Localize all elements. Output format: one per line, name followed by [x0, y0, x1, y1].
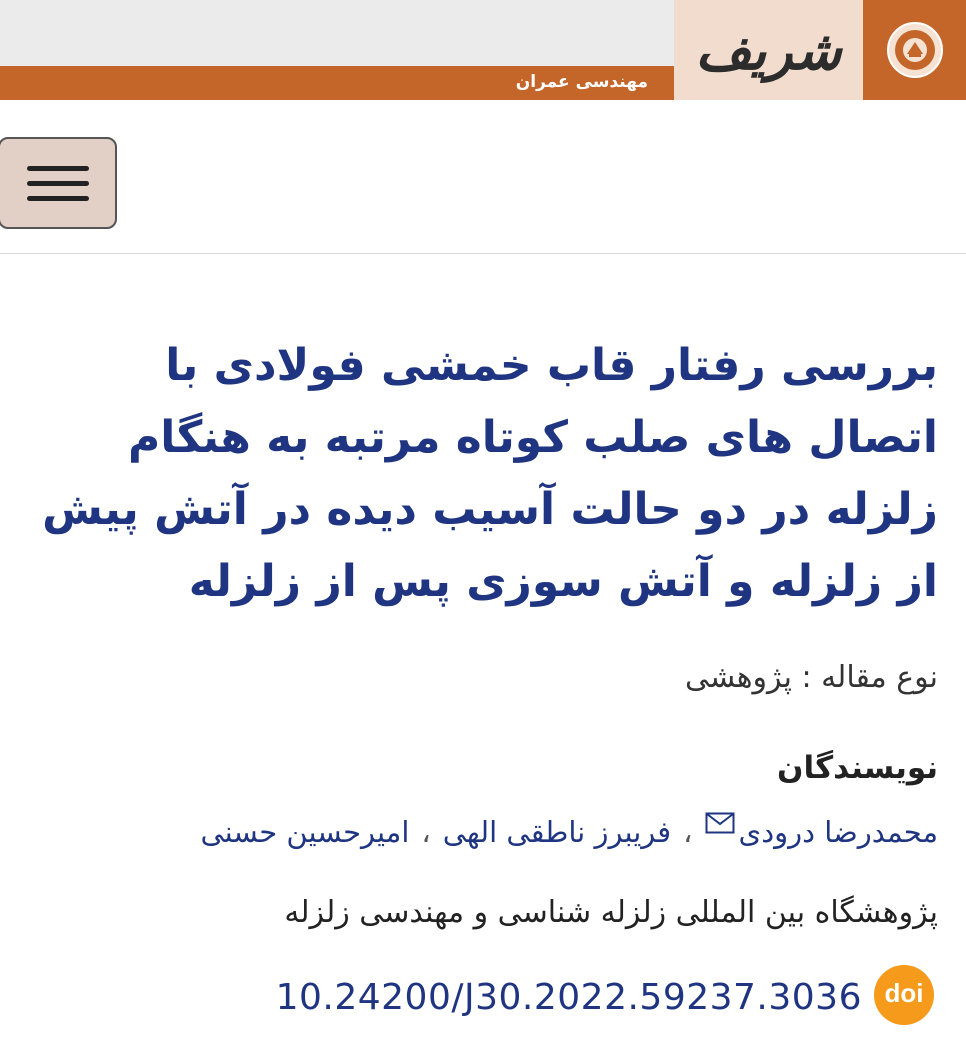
logo-text: شریف	[695, 18, 842, 82]
hamburger-menu-button[interactable]	[0, 137, 117, 229]
affiliation: پژوهشگاه بین المللی زلزله شناسی و مهندسی زلزله	[284, 895, 938, 930]
hamburger-menu-icon-line	[27, 166, 89, 171]
author-link[interactable]: امیرحسین حسنی	[200, 815, 410, 849]
author-separator: ،	[421, 815, 431, 849]
site-header	[0, 0, 966, 100]
emblem-icon	[885, 20, 945, 80]
article-type: نوع مقاله : پژوهشی	[684, 660, 938, 695]
divider	[0, 253, 966, 254]
mail-icon[interactable]	[705, 807, 735, 841]
university-emblem[interactable]	[863, 0, 966, 100]
doi-link[interactable]: 10.24200/J30.2022.59237.3036	[275, 977, 862, 1018]
author-separator: ،	[683, 815, 693, 849]
hamburger-menu-icon-line	[27, 196, 89, 201]
journal-name[interactable]: مهندسی عمران	[515, 72, 648, 92]
author-link[interactable]: فریبرز ناطقی الهی	[442, 815, 672, 849]
hamburger-menu-icon-line	[27, 181, 89, 186]
doi-icon: doi	[874, 965, 934, 1025]
author-link[interactable]: محمدرضا درودی	[738, 815, 938, 849]
authors-list	[200, 815, 938, 849]
article-title: بررسی رفتار قاب خمشی فولادی با اتصال های صلب کوتاه مرتبه به هنگام زلزله در دو حالت آسیب دیده در آتش پیش از زلزله و آتش سوزی پس از زلزله	[42, 340, 938, 607]
authors-heading: نویسندگان	[777, 750, 938, 786]
sharif-logo[interactable]	[674, 0, 863, 100]
